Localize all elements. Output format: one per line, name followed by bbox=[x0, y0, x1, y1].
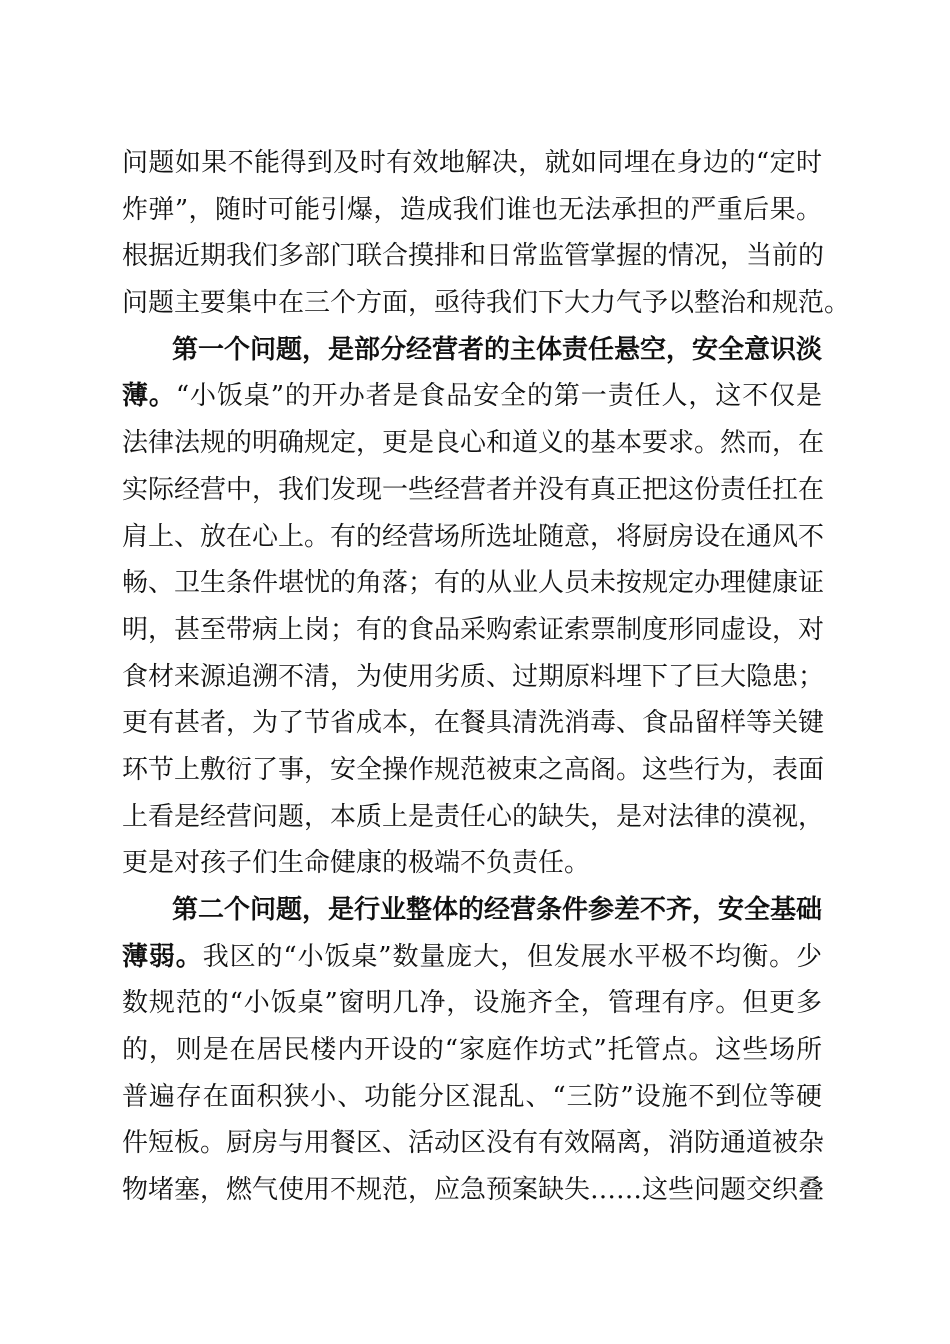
paragraph bbox=[122, 140, 851, 327]
body-text: 实际经营中，我们发现一些经营者并没有真正把这份责任扛在 bbox=[122, 474, 825, 505]
body-text: 炸弹”，随时可能引爆，造成我们谁也无法承担的严重后果。 bbox=[122, 194, 822, 225]
body-text: 问题如果不能得到及时有效地解决，就如同埋在身边的“定时 bbox=[122, 148, 822, 178]
paragraph bbox=[122, 887, 825, 1214]
body-text: “小饭桌”的开办者是食品安全的第一责任人，这不仅是 bbox=[175, 381, 822, 412]
body-text: 环节上敷衍了事，安全操作规范被束之高阁。这些行为，表面 bbox=[122, 754, 825, 785]
body-text: 肩上、放在心上。有的经营场所选址随意，将厨房设在通风不 bbox=[122, 521, 825, 552]
body-text: 件短板。厨房与用餐区、活动区没有有效隔离，消防通道被杂 bbox=[122, 1128, 825, 1159]
text-line bbox=[122, 1027, 822, 1074]
text-line bbox=[122, 747, 825, 794]
text-line bbox=[122, 467, 825, 514]
text-line bbox=[122, 840, 822, 887]
body-text: 的，则是在居民楼内开设的“家庭作坊式”托管点。这些场所 bbox=[122, 1035, 822, 1066]
body-text: 根据近期我们多部门联合摸排和日常监管掌握的情况，当前的 bbox=[122, 241, 825, 272]
bold-heading-text: 第二个问题，是行业整体的经营条件参差不齐，安全基础 bbox=[172, 895, 823, 925]
text-line bbox=[122, 327, 822, 374]
text-line bbox=[122, 560, 825, 607]
body-text: 明，甚至带病上岗；有的食品采购索证索票制度形同虚设，对 bbox=[122, 614, 825, 645]
text-line bbox=[122, 654, 825, 701]
body-text: 更有甚者，为了节省成本，在餐具清洗消毒、食品留样等关键 bbox=[122, 708, 825, 739]
text-line bbox=[122, 934, 822, 981]
text-line bbox=[122, 420, 825, 467]
body-text: 普遍存在面积狭小、功能分区混乱、“三防”设施不到位等硬 bbox=[122, 1081, 822, 1112]
text-line bbox=[122, 607, 825, 654]
text-line bbox=[122, 280, 851, 327]
text-line bbox=[122, 373, 822, 420]
text-line bbox=[122, 1120, 825, 1167]
bold-heading-text: 薄。 bbox=[122, 381, 176, 412]
body-text: 数规范的“小饭桌”窗明几净，设施齐全，管理有序。但更多 bbox=[122, 988, 822, 1019]
text-line bbox=[122, 980, 822, 1027]
text-line bbox=[122, 700, 825, 747]
body-text: 更是对孩子们生命健康的极端不负责任。 bbox=[122, 848, 591, 879]
body-text: 问题主要集中在三个方面，亟待我们下大力气予以整治和规范。 bbox=[122, 288, 851, 319]
text-line bbox=[122, 1074, 822, 1121]
body-text: 食材来源追溯不清，为使用劣质、过期原料埋下了巨大隐患； bbox=[122, 661, 825, 692]
text-line bbox=[122, 233, 825, 280]
bold-heading-text: 薄弱。 bbox=[122, 941, 203, 972]
paragraph bbox=[122, 327, 825, 887]
text-line bbox=[122, 514, 825, 561]
text-line bbox=[122, 794, 825, 841]
text-line bbox=[122, 887, 822, 934]
body-text: 上看是经营问题，本质上是责任心的缺失，是对法律的漠视， bbox=[122, 801, 825, 832]
body-text: 法律法规的明确规定，更是良心和道义的基本要求。然而，在 bbox=[122, 428, 825, 459]
text-line bbox=[122, 140, 822, 187]
body-text: 我区的“小饭桌”数量庞大，但发展水平极不均衡。少 bbox=[202, 941, 822, 972]
body-text: 畅、卫生条件堪忧的角落；有的从业人员未按规定办理健康证 bbox=[122, 568, 825, 599]
document-page bbox=[122, 140, 851, 1214]
text-line bbox=[122, 187, 822, 234]
bold-heading-text: 第一个问题，是部分经营者的主体责任悬空，安全意识淡 bbox=[172, 334, 823, 365]
body-text: 物堵塞，燃气使用不规范，应急预案缺失……这些问题交织叠 bbox=[122, 1175, 825, 1206]
text-line bbox=[122, 1167, 825, 1214]
